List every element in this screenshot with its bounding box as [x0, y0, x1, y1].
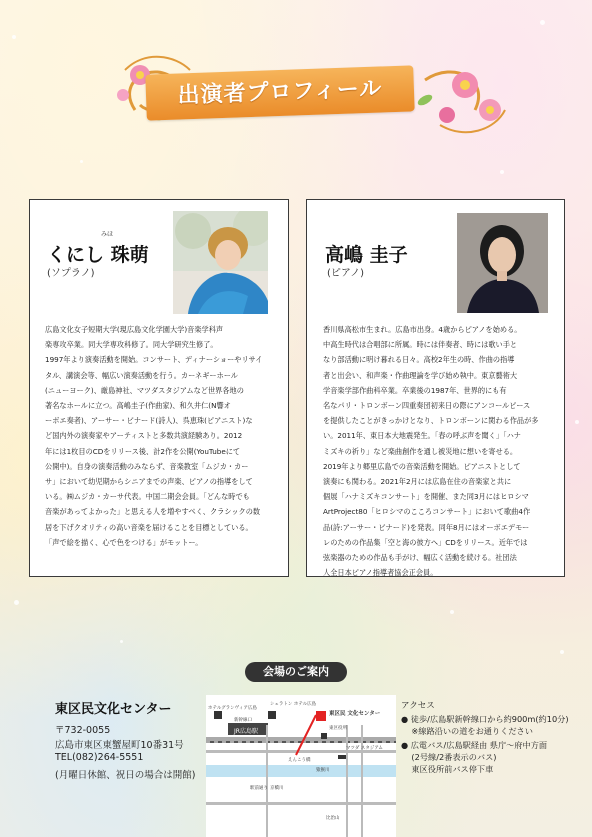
performer-name: くにし 珠萌: [47, 244, 149, 266]
bio-line: 演奏にも関わる。2021年2月には広島在住の音楽家と共に: [323, 477, 512, 487]
venue-name: 東区民文化センター: [55, 702, 172, 717]
map-label: マツダ スタジアム: [346, 746, 383, 751]
map-label: 駅前通り: [250, 786, 268, 791]
bio-line: 名なパリ・トロンボーン四重奏団初来日の際にアンコールピース: [323, 401, 531, 411]
bio-line: ミズキの祈り」など楽曲創作を通し被災地に想いを寄せる。: [323, 446, 518, 456]
access-line: (2号線/2番表示のバス): [401, 752, 497, 762]
bio-line: 者と出会い、和声楽・作曲理論を学び始め執中。東京藝術大: [323, 370, 518, 380]
bio-line: 品(詩:アーサー・ビナード)を発表。同年8月にはオーボエデモー: [323, 522, 530, 532]
bio-line: 弦楽器のための作品も手がけ、幅広く活動を続ける。社団法: [323, 553, 517, 563]
bio-line: 2019年より郷里広島での音楽活動を開始。ピアニストとして: [323, 461, 521, 471]
decor-dot: [80, 160, 83, 163]
bio-line: を提供したことがきっかけとなり、トロンボーンに関わる作品が多: [323, 416, 539, 426]
title-banner: [145, 65, 414, 120]
map-label: 比治山: [326, 816, 340, 821]
map-label: えんこう橋: [288, 758, 311, 763]
map-label: JR広島駅: [234, 728, 258, 735]
bio-line: 楽専攻卒業。同大学専攻科修了。同大学研究生修了。: [45, 340, 218, 350]
bio-line: ArtProject80「ヒロシマのこころコンサート」において歌曲4作: [323, 507, 531, 517]
bio-line: 学音楽学部作曲科卒業。卒業後の1987年、世界的にも有: [323, 385, 507, 395]
bio-line: レのための作品集「空と海の彼方へ」CDをリリース。近年では: [323, 537, 528, 547]
performer-card: [29, 199, 289, 577]
decor-dot: [12, 35, 16, 39]
bio-line: 年には1枚目のCDをリリース後、計2作を公開(YouTubeにて: [45, 446, 241, 456]
performer-photo: [457, 213, 548, 313]
performer-role: (ピアノ): [327, 268, 365, 279]
venue-map: [206, 695, 396, 837]
performer-bio: [323, 322, 538, 580]
bio-line: ーボエ奏者)、アーサー・ビナード(詩人)、呉恵珠(ピアニスト)な: [45, 416, 253, 426]
decor-dot: [120, 640, 123, 643]
access-line: 東区役所前バス停下車: [401, 764, 494, 774]
bio-line: い。2011年、東日本大地震発生。「春の呼ぶ声を聞く」「ハナ: [323, 431, 521, 441]
bio-line: 中高生時代は合唱部に所属。時には伴奏者、時には歌い手と: [323, 340, 518, 350]
banner-title: 出演者プロフィール: [177, 76, 383, 109]
access-line: ● 広電バス/広島駅経由 県庁～府中方面: [401, 740, 548, 750]
bio-line: 香川県高松市生まれ。広島市出身。4歳からピアノを始める。: [323, 325, 522, 334]
bio-line: タル、講演会等、幅広い演奏活動を行う。カーネギーホール: [45, 370, 238, 380]
bio-line: (ニューヨーク)、厳島神社、マツダスタジアムなど世界各地の: [45, 385, 244, 395]
venue-postal: 〒732-0055: [55, 725, 111, 736]
access-line: ※線路沿いの道をお通りください: [401, 726, 533, 736]
bio-line: 1997年より演奏活動を開始。コンサート、ディナーショーやリサイ: [45, 355, 263, 365]
decor-dot: [450, 610, 454, 614]
performer-name: 高嶋 圭子: [325, 244, 408, 266]
venue-tel: TEL(082)264-5551: [55, 752, 144, 763]
access-title: アクセス: [401, 701, 435, 711]
bio-line: 個展「ハナミズキコンサート」を開催、また同3月にはヒロシマ: [323, 492, 529, 502]
decor-dot: [14, 600, 19, 605]
venue-address: 広島市東区東蟹屋町10番31号: [55, 740, 184, 751]
map-label: 京橋川: [270, 786, 284, 791]
bio-line: 著名なホールに立つ。高嶋圭子(作曲家)、和久井仁(N響オ: [45, 401, 231, 411]
bio-line: 居を下げクオリティの高い音楽を届けることを目標としている。: [45, 522, 253, 532]
map-label: 新幹線口: [234, 718, 252, 723]
bio-line: 公開中)。自身の演奏活動のみならず、音楽教室「ムジカ・カー: [45, 461, 249, 471]
bio-line: ど国内外の演奏家やアーティストと多数共演経験あり。2012: [45, 431, 243, 441]
performer-photo: [173, 211, 268, 314]
bio-line: 人全日本ピアノ指導者協会正会員。: [323, 568, 438, 578]
map-label: 猿猴川: [316, 768, 330, 773]
performer-card: [306, 199, 565, 577]
access-line: ● 徒歩/広島駅新幹線口から約900m(約10分): [401, 714, 569, 724]
map-label: シェラトン ホテル広島: [270, 702, 317, 707]
venue-label: 会場のご案内: [245, 662, 347, 682]
bio-line: いる。㈱ムジカ・カーサ代表。中国二期会会員。「どんな時でも: [45, 492, 250, 502]
decor-dot: [575, 420, 579, 424]
name-ruby: みほ: [101, 231, 114, 238]
map-label: 東区民 文化センター: [329, 711, 381, 717]
bio-line: 広島文化女子短期大学(現広島文化学園大学)音楽学科声: [45, 325, 224, 334]
bio-line: 「声で絵を描く、心で色をつける」がモットー。: [45, 537, 203, 547]
decor-dot: [500, 170, 504, 174]
bio-line: なり部活動に明け暮れる日々。高校2年生の時、作曲の指導: [323, 355, 515, 365]
map-label: ホテルグランヴィア広島: [208, 706, 257, 711]
venue-hours: (月曜日休館、祝日の場合は開館): [55, 770, 196, 781]
decor-dot: [560, 650, 564, 654]
decor-dot: [540, 20, 545, 25]
performer-bio: [45, 322, 262, 550]
bio-line: サ」において幼児期からシニアまでの声楽、ピアノの指導をして: [45, 477, 253, 487]
map-label: 東区役所: [329, 726, 347, 731]
performer-role: (ソプラノ): [47, 268, 95, 279]
bio-line: 音楽があってよかった」と思える人を増やすべく、クラシックの数: [45, 507, 261, 517]
